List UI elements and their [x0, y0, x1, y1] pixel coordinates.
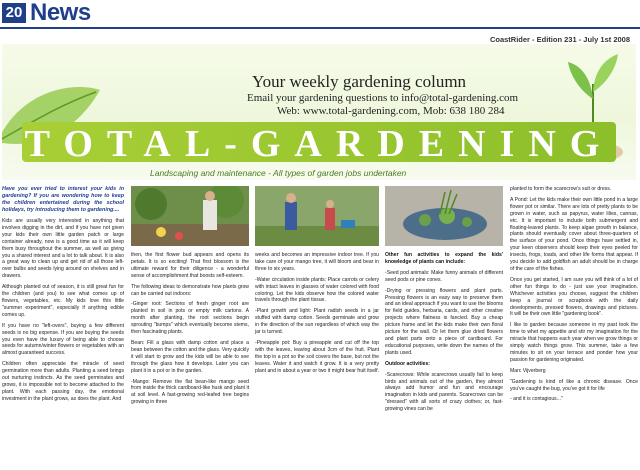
- article-paragraph: The following ideas to demonstrate how plants grow can be carried out indoors:: [131, 283, 249, 297]
- article-paragraph: -Mango: Remove the flat bean-like mango seed from inside the thick cardboard-like husk and plant it at soil level. A fast-growing red-leafed tree begins growing in three: [131, 378, 249, 406]
- article-paragraph: then, the first flower bud appears and opens its petals. It is so exciting! That first blossom is the ultimate reward for their diligence - a wonderful sense of accomplishment that boosts self-esteem.: [131, 252, 249, 279]
- closing-quote: "Gardening is kind of like a chronic disease. Once you've caught the bug, you've got it for life: [510, 378, 638, 392]
- article-paragraph: -Pineapple pot: Buy a pineapple and cut off the top with the leaves, leaving about 3cm of the fruit. Plant the top in a pot so the soil covers the base, but not the leaves. Water it and watch it grow. It is a very pretty plant and in about a year or two it might bear fruit itself.: [255, 339, 379, 374]
- article-column-4: [385, 252, 503, 468]
- article-paragraph: weeks and becomes an impressive indoor tree. If you take care of your mango tree, it will bloom and bear in three to six years.: [255, 252, 379, 272]
- article-paragraph: A Pond: Let the kids make their own little pond in a large flower pot or similar. There are lots of pretty plants to be grown in water, such as papyrus, water lilies, cannas, etc. It is important to include both submergent and floating-leaved plants. To keep algae growth in balance, plants should eventually cover about three-quarters of the surface of your pond. Once things have settled in, your keen observers should keep their eyes peeled for insects, frogs, toads, and other life forms that appear. If you decide to add goldfish an adult should be in charge of the care of the fishes.: [510, 196, 638, 272]
- article-column-2: [131, 252, 249, 468]
- article-paragraph: Although planted out of season, it is still great fun for the children (and you) to see what comes up of flowers, vegetables, etc. My kids love this little "summer experiment", especially if anything edible comes up.: [2, 284, 124, 318]
- photo-child-in-garden: [131, 186, 249, 246]
- closing-quote: - and it is contagious...": [510, 396, 563, 403]
- article-paragraph: Once you get started, I am sure you will think of a lot of other fun things to do - just use your imagination. Whichever activities you choose, suggest the children keep a journal or scrapbook with the daily developments, pressed flowers, drawings and pictures. It will be their own little "gardening book".: [510, 276, 638, 318]
- brand-name: TOTAL-GARDENING: [24, 123, 614, 165]
- author-name: Marc Vijverberg: [510, 367, 546, 374]
- article-paragraph: -Water circulation inside plants: Place carrots or celery with intact leaves in glasses of water colored with food coloring. Let the kids observe how the colored water travels through the plant tissue.: [255, 276, 379, 304]
- subheading: Outdoor activities:: [385, 360, 431, 367]
- photo-pond-planter: [385, 186, 503, 246]
- masthead: [0, 0, 640, 26]
- tagline: Landscaping and maintenance - All types of garden jobs undertaken: [150, 168, 407, 178]
- column-title: Your weekly gardening column: [252, 72, 467, 91]
- gardening-banner: [2, 44, 636, 180]
- article-paragraph: -Drying or pressing flowers and plant parts. Pressing flowers is an easy way to preserve them and an ideal approach if you want to use the blooms for field guides, herbaria, cards, and other creative projects where flatness is fancied. Buy a cheap picture frame and let the kids make their own floral picture for the wall. Or let them glue dried flowers and plant parts onto a piece of cardboard. For educational purposes, write down the names of the plants used.: [385, 287, 503, 356]
- article-paragraph: planted to form the scarecrow's suit or dress.: [510, 186, 612, 192]
- article-paragraph: -Scarecrows: While scarecrows usually fail to keep birds and animals out of the garden, they almost always add humor and fun and encourage imagination in kids and parents. Scarecrows can be "dressed" with all sorts of crazy clothes; or, fast-growing vines can be: [385, 371, 503, 413]
- article-paragraph: I like to garden because someone in my past took the time to whet my appetite and stir my imagination for the miracle that happens each year when we grow things or simply watch things grow. This summer, take a few minutes to sit on your terrace and ponder how your passion for gardening originated.: [510, 322, 638, 363]
- web-line: Web: www.total-gardening.com, Mob: 638 180 284: [277, 105, 505, 117]
- page-number: 20: [2, 3, 26, 23]
- article-column-3: [255, 252, 379, 468]
- article-intro: Have you ever tried to interest your kids in gardening? If you are wondering how to keep the children entertained during the school holidays, try introducing them to gardening....: [2, 186, 124, 213]
- article-paragraph: Bean: Fill a glass with damp cotton and place a bean between the cotton and the glass. Very quickly it will start to grow and the kids will be able to see through the glass how it develops. Later you can plant it in a pot or in the garden.: [131, 339, 249, 374]
- article-paragraph: Children often appreciate the miracle of seed germination more than adults. Planting a seed brings out nurturing instincts. As the seed germinates and grows, it is impossible not to become attached to the plant. With each passing day, the emotional investment in the plant grows, as does the plant. And: [2, 361, 124, 402]
- brand-bar: [22, 122, 616, 165]
- article-paragraph: If you have no "left-overs", buying a few different seeds is no big expense. If you are buying the seeds you even have the luxury of being able to choose seeds for autumn/winter flowers or vegetables with an almost guaranteed success.: [2, 322, 124, 357]
- article-paragraph: -Plant growth and light: Plant radish seeds in a jar stuffed with damp cotton. Seeds germinate and grow in the direction of the sun regardless of which way the jar is turned.: [255, 308, 379, 336]
- article-paragraph: Kids are usually very interested in anything that involves digging in the dirt, and if you have not given your kids their own little garden patch or large container already, now is a good time as it will keep them busy throughout the summer, as well as giving you a shared interest and a lot to talk about. It is also a great way to clean up and get rid of all those left-over bulbs and seeds lying around on shelves and in drawers.: [2, 218, 124, 280]
- edition-line: CoastRider - Edition 231 - July 1st 2008: [489, 35, 630, 44]
- section-title: News: [30, 0, 91, 26]
- article-column-5: [510, 186, 638, 468]
- article-paragraph: -Seed pod animals: Make funny animals of different seed pods or pine cones.: [385, 269, 503, 283]
- photo-children-watering: [255, 186, 379, 246]
- subheading: Other fun activities to expand the kids' knowledge of plants can include:: [385, 252, 503, 265]
- article-paragraph: -Ginger root: Sections of fresh ginger root are planted in soil in pots or empty milk cartons. A month after planting, the root sections begin sprouting "bumps" which eventually become stems, then fascinating plants.: [131, 301, 249, 336]
- email-line: Email your gardening questions to info@total-gardening.com: [247, 92, 519, 104]
- article-column-1: [2, 186, 124, 468]
- masthead-rule: [0, 27, 640, 29]
